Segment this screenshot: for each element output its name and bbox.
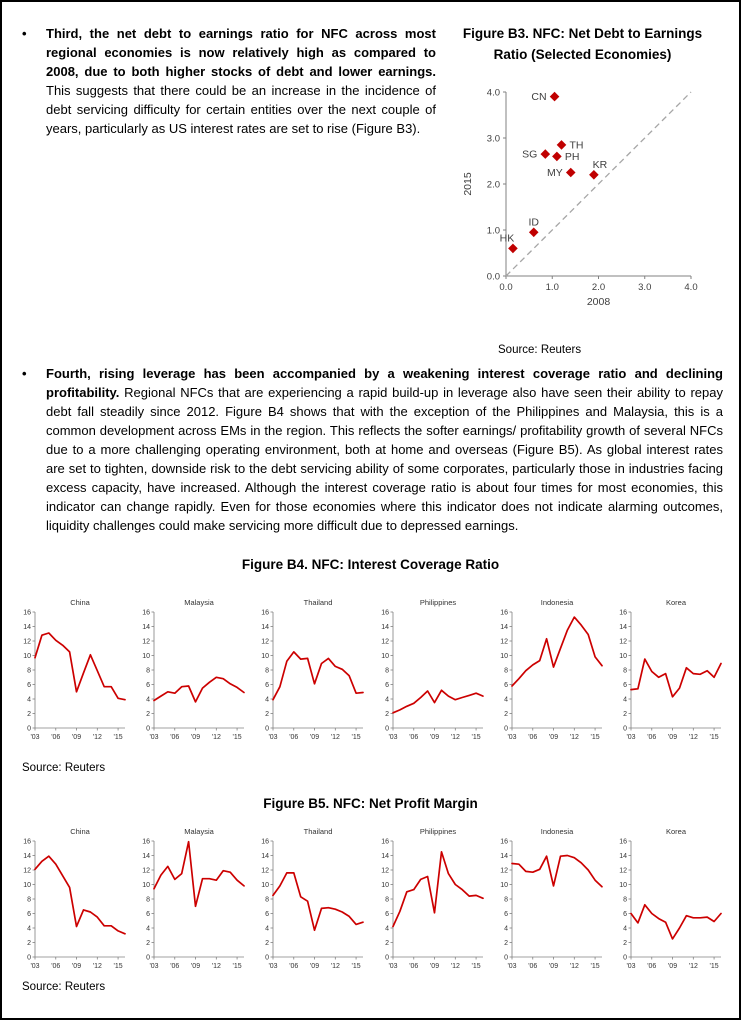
y-tick-label: 4: [384, 925, 389, 933]
x-tick-label: '09: [429, 733, 439, 741]
y-tick-label: 14: [380, 623, 389, 631]
x-axis-label: 2008: [586, 295, 611, 308]
y-tick-label: 8: [384, 667, 389, 675]
y-tick-label: 10: [142, 881, 151, 889]
data-point-label-HK: HK: [499, 232, 515, 245]
b4-chart-china: [14, 596, 131, 748]
chart-title: Thailand: [303, 597, 333, 607]
x-tick-label: '15: [590, 962, 600, 970]
chart-title: Korea: [665, 826, 686, 836]
y-tick-label: 12: [142, 638, 151, 646]
y-tick-label: 16: [23, 609, 31, 617]
y-tick-label: 12: [23, 867, 31, 875]
x-tick-label: '09: [667, 962, 678, 970]
y-tick-label: 12: [619, 638, 627, 646]
diagonal-45-line: [506, 92, 691, 276]
y-tick-label: 2: [503, 939, 508, 947]
data-point-KR: [589, 170, 599, 180]
y-tick-label: 0: [503, 954, 508, 962]
y-tick-label: 12: [380, 638, 389, 646]
bullet-marker: •: [22, 365, 27, 381]
y-tick-label: 12: [499, 867, 508, 875]
x-tick-label: '12: [92, 733, 102, 741]
x-tick-label: '03: [268, 962, 278, 970]
x-tick-label: 0.0: [499, 281, 513, 293]
y-tick-label: 6: [384, 910, 389, 918]
y-tick-label: 10: [23, 652, 31, 660]
data-line-thailand: [273, 873, 363, 930]
x-tick-label: '03: [30, 733, 40, 741]
y-tick-label: 4: [265, 696, 270, 704]
y-tick-label: 8: [503, 896, 508, 904]
y-tick-label: 14: [380, 852, 389, 860]
y-tick-label: 14: [142, 623, 151, 631]
data-point-HK: [508, 243, 518, 253]
y-tick-label: 10: [619, 652, 627, 660]
y-tick-label: 8: [265, 667, 270, 675]
y-tick-label: 8: [503, 667, 508, 675]
x-tick-label: '15: [113, 733, 123, 741]
x-tick-label: '06: [289, 733, 299, 741]
data-point-label-ID: ID: [528, 216, 539, 229]
y-tick-label: 10: [142, 652, 151, 660]
y-tick-label: 1.0: [486, 225, 500, 237]
y-tick-label: 0: [27, 725, 31, 733]
y-axis-label: 2015: [462, 172, 474, 196]
x-tick-label: '03: [268, 733, 278, 741]
x-tick-label: '15: [351, 962, 362, 970]
y-tick-label: 10: [380, 881, 389, 889]
x-tick-label: '06: [647, 962, 657, 970]
y-tick-label: 0: [265, 954, 270, 962]
scatter-plot-b3: [460, 80, 705, 322]
y-tick-label: 14: [261, 852, 270, 860]
y-tick-label: 14: [23, 623, 31, 631]
x-tick-label: 2.0: [591, 281, 606, 293]
y-tick-label: 8: [27, 667, 31, 675]
data-line-malaysia: [154, 842, 244, 907]
y-tick-label: 0: [27, 954, 31, 962]
y-tick-label: 10: [499, 652, 508, 660]
y-tick-label: 2: [27, 710, 31, 718]
b5-chart-indonesia: [491, 825, 608, 977]
bullet-third-bold: Third, the net debt to earnings ratio for NFC across most regional economies is now relatively high as compared to 2008, due to both higher stocks of debt and lower earnings.: [46, 26, 436, 79]
y-tick-label: 6: [623, 681, 627, 689]
y-tick-label: 6: [503, 910, 508, 918]
chart-title: China: [70, 597, 90, 607]
y-tick-label: 12: [261, 867, 270, 875]
figure-b4-title: Figure B4. NFC: Interest Coverage Ratio: [241, 556, 500, 572]
figure-b4-source: Source: Reuters: [22, 761, 106, 774]
x-tick-label: '12: [92, 962, 102, 970]
x-tick-label: 1.0: [545, 281, 559, 293]
y-tick-label: 0: [384, 725, 389, 733]
y-tick-label: 8: [384, 896, 389, 904]
y-tick-label: 16: [23, 838, 31, 846]
y-tick-label: 2: [384, 939, 389, 947]
y-tick-label: 2: [623, 939, 627, 947]
x-tick-label: '09: [310, 962, 320, 970]
x-tick-label: 4.0: [684, 281, 698, 293]
chart-title: Philippines: [419, 826, 456, 836]
y-tick-label: 4: [503, 696, 508, 704]
x-tick-label: '03: [626, 962, 636, 970]
x-tick-label: '06: [527, 962, 538, 970]
y-tick-label: 0: [623, 725, 627, 733]
data-point-SG: [541, 149, 551, 159]
b5-chart-malaysia: [133, 825, 250, 977]
x-tick-label: '09: [548, 733, 558, 741]
x-tick-label: 3.0: [638, 281, 652, 293]
x-tick-label: '15: [709, 962, 719, 970]
y-tick-label: 0: [623, 954, 627, 962]
y-tick-label: 14: [499, 852, 508, 860]
bullet-fourth-rest: Regional NFCs that are experiencing a rapid build-up in leverage also have seen their ability to repay debt fall steadily since 2012. Figure B4 shows that with the exception of the Philippines and Malaysia, this is a common development across EMs in the region. This reflects the softer earnings/ profitability growth of several NFCs due to a more challenging operating environment, both at home and overseas (Figure B5). As global interest rates are set to tighten, downside risk to the debt servicing ability of some corporates, particularly those in industries facing excess capacity, have increased. Although the interest coverage ratio is about four times for most economies, this indicator can change rapidly. Even for those economies where this indicator does not indicate alarming outcomes, liquidity challenges could make servicing more difficult due to depressed earnings.: [46, 384, 723, 533]
data-line-china: [35, 856, 125, 934]
figure-b3: [436, 24, 729, 356]
data-line-thailand: [273, 652, 363, 700]
y-tick-label: 4: [146, 925, 151, 933]
b4-chart-philippines: [372, 596, 489, 748]
x-tick-label: '03: [149, 733, 159, 741]
y-tick-label: 2: [265, 939, 270, 947]
y-tick-label: 14: [23, 852, 31, 860]
figure-b3-title: Figure B3. NFC: Net Debt to Earnings Ratio (Selected Economies): [462, 26, 703, 62]
data-line-indonesia: [512, 617, 602, 686]
x-tick-label: '12: [569, 733, 579, 741]
y-tick-label: 16: [499, 609, 508, 617]
y-tick-label: 16: [380, 609, 389, 617]
y-tick-label: 0: [265, 725, 270, 733]
x-tick-label: '15: [709, 733, 719, 741]
x-tick-label: '06: [527, 733, 538, 741]
x-tick-label: '15: [351, 733, 362, 741]
figure-b4-charts: [2, 596, 739, 748]
y-tick-label: 6: [503, 681, 508, 689]
x-tick-label: '15: [590, 733, 600, 741]
y-tick-label: 16: [380, 838, 389, 846]
y-tick-label: 10: [499, 881, 508, 889]
y-tick-label: 12: [499, 638, 508, 646]
figure-b5-charts: [2, 825, 739, 977]
y-tick-label: 14: [142, 852, 151, 860]
y-tick-label: 6: [146, 910, 151, 918]
data-point-TH: [557, 140, 567, 150]
x-tick-label: '09: [548, 962, 558, 970]
y-tick-label: 0: [146, 954, 151, 962]
data-point-label-CN: CN: [531, 90, 547, 103]
data-line-philippines: [393, 852, 483, 927]
y-tick-label: 14: [499, 623, 508, 631]
y-tick-label: 12: [23, 638, 31, 646]
y-tick-label: 4: [384, 696, 389, 704]
y-tick-label: 4: [27, 696, 31, 704]
bullet-fourth-text: [46, 364, 723, 535]
chart-title: Korea: [665, 597, 686, 607]
b5-chart-philippines: [372, 825, 489, 977]
b4-chart-korea: [610, 596, 727, 748]
x-tick-label: '09: [71, 962, 82, 970]
x-tick-label: '09: [191, 733, 201, 741]
x-tick-label: '06: [170, 733, 180, 741]
y-tick-label: 10: [261, 881, 270, 889]
y-tick-label: 6: [384, 681, 389, 689]
bullet-marker: •: [22, 26, 27, 41]
y-tick-label: 6: [27, 681, 31, 689]
x-tick-label: '09: [310, 733, 320, 741]
y-tick-label: 4: [623, 696, 627, 704]
y-tick-label: 10: [619, 881, 627, 889]
y-tick-label: 6: [146, 681, 151, 689]
y-tick-label: 14: [619, 852, 627, 860]
y-tick-label: 0: [384, 954, 389, 962]
y-tick-label: 16: [619, 609, 627, 617]
y-tick-label: 4: [265, 925, 270, 933]
b4-chart-indonesia: [491, 596, 608, 748]
data-line-malaysia: [154, 677, 244, 702]
b5-chart-china: [14, 825, 131, 977]
top-section: [2, 2, 739, 356]
b4-chart-malaysia: [133, 596, 250, 748]
b5-chart-korea: [610, 825, 727, 977]
data-line-china: [35, 633, 125, 700]
y-tick-label: 16: [499, 838, 508, 846]
x-tick-label: '09: [429, 962, 439, 970]
x-tick-label: '03: [507, 962, 517, 970]
data-point-label-PH: PH: [564, 150, 580, 163]
x-tick-label: '12: [211, 733, 222, 741]
x-tick-label: '06: [647, 733, 657, 741]
y-tick-label: 8: [623, 667, 627, 675]
y-tick-label: 16: [261, 838, 270, 846]
y-tick-label: 8: [265, 896, 270, 904]
bullet-third: [16, 24, 436, 138]
y-tick-label: 6: [265, 910, 270, 918]
bullet-third-text: [46, 24, 436, 138]
y-tick-label: 6: [27, 910, 31, 918]
x-tick-label: '12: [331, 962, 341, 970]
y-tick-label: 4: [623, 925, 627, 933]
x-tick-label: '06: [51, 733, 61, 741]
figure-b3-scatter: [436, 80, 729, 322]
x-tick-label: '09: [667, 733, 678, 741]
x-tick-label: '12: [569, 962, 579, 970]
y-tick-label: 8: [623, 896, 627, 904]
x-tick-label: '15: [232, 733, 242, 741]
figure-b5-source: Source: Reuters: [22, 980, 106, 993]
figure-b3-source: Source: Reuters: [498, 343, 582, 356]
y-tick-label: 14: [619, 623, 627, 631]
y-tick-label: 16: [142, 609, 151, 617]
y-tick-label: 8: [27, 896, 31, 904]
y-tick-label: 2: [265, 710, 270, 718]
data-point-label-TH: TH: [569, 139, 584, 152]
y-tick-label: 2: [146, 939, 151, 947]
y-tick-label: 6: [623, 910, 627, 918]
x-tick-label: '06: [408, 733, 418, 741]
y-tick-label: 8: [146, 667, 151, 675]
y-tick-label: 0: [146, 725, 151, 733]
data-point-MY: [566, 168, 576, 178]
y-tick-label: 2: [384, 710, 389, 718]
x-tick-label: '06: [170, 962, 180, 970]
x-tick-label: '03: [626, 733, 636, 741]
data-line-philippines: [393, 690, 483, 713]
x-tick-label: '03: [149, 962, 159, 970]
bullet-fourth-block: [2, 364, 739, 535]
y-tick-label: 0: [503, 725, 508, 733]
chart-title: Philippines: [419, 597, 456, 607]
x-tick-label: '03: [388, 733, 398, 741]
y-tick-label: 12: [380, 867, 389, 875]
figure-b5-title: Figure B5. NFC: Net Profit Margin: [263, 795, 478, 811]
data-point-PH: [552, 151, 562, 161]
x-tick-label: '15: [471, 962, 481, 970]
data-line-korea: [631, 659, 721, 697]
y-tick-label: 3.0: [486, 133, 500, 145]
y-tick-label: 10: [380, 652, 389, 660]
x-tick-label: '09: [71, 733, 82, 741]
x-tick-label: '03: [30, 962, 40, 970]
y-tick-label: 2: [503, 710, 508, 718]
data-point-label-MY: MY: [547, 166, 563, 179]
y-tick-label: 4.0: [486, 87, 500, 99]
x-tick-label: '12: [331, 733, 341, 741]
y-tick-label: 12: [142, 867, 151, 875]
y-tick-label: 16: [261, 609, 270, 617]
x-tick-label: '12: [688, 962, 698, 970]
x-tick-label: '12: [450, 962, 460, 970]
bullet-third-column: [16, 24, 436, 356]
data-line-indonesia: [512, 855, 602, 886]
y-tick-label: 2.0: [486, 179, 500, 191]
bullet-fourth: [16, 364, 723, 535]
y-tick-label: 2: [623, 710, 627, 718]
data-point-CN: [550, 92, 560, 102]
chart-title: Malaysia: [184, 597, 214, 607]
chart-title: Indonesia: [540, 826, 574, 836]
y-tick-label: 12: [619, 867, 627, 875]
x-tick-label: '15: [113, 962, 123, 970]
x-tick-label: '12: [688, 733, 698, 741]
x-tick-label: '03: [388, 962, 398, 970]
y-tick-label: 12: [261, 638, 270, 646]
y-tick-label: 8: [146, 896, 151, 904]
x-tick-label: '06: [51, 962, 61, 970]
y-tick-label: 6: [265, 681, 270, 689]
bullet-third-rest: This suggests that there could be an increase in the incidence of debt servicing difficulty for certain entities over the next couple of years, particularly as US interest rates are set to rise (Figure B3).: [46, 83, 436, 136]
chart-title: Thailand: [303, 826, 333, 836]
bullet-fourth-bold: Fourth, rising leverage has been accompanied by a weakening interest coverage ratio and declining profitability.: [46, 365, 723, 400]
data-point-label-SG: SG: [522, 148, 538, 161]
x-tick-label: '12: [450, 733, 460, 741]
x-tick-label: '06: [408, 962, 418, 970]
data-line-korea: [631, 905, 721, 939]
y-tick-label: 2: [27, 939, 31, 947]
data-point-ID: [529, 227, 539, 237]
x-tick-label: '09: [191, 962, 201, 970]
chart-title: China: [70, 826, 90, 836]
data-point-label-KR: KR: [592, 158, 608, 171]
y-tick-label: 14: [261, 623, 270, 631]
y-tick-label: 16: [142, 838, 151, 846]
x-tick-label: '15: [232, 962, 242, 970]
y-tick-label: 2: [146, 710, 151, 718]
y-tick-label: 0.0: [486, 271, 500, 283]
x-tick-label: '03: [507, 733, 517, 741]
x-tick-label: '06: [289, 962, 299, 970]
y-tick-label: 10: [261, 652, 270, 660]
x-tick-label: '15: [471, 733, 481, 741]
y-tick-label: 10: [23, 881, 31, 889]
y-tick-label: 4: [146, 696, 151, 704]
b5-chart-thailand: [252, 825, 369, 977]
chart-title: Indonesia: [540, 597, 574, 607]
x-tick-label: '12: [211, 962, 222, 970]
y-tick-label: 4: [27, 925, 31, 933]
y-tick-label: 16: [619, 838, 627, 846]
b4-chart-thailand: [252, 596, 369, 748]
y-tick-label: 4: [503, 925, 508, 933]
chart-title: Malaysia: [184, 826, 214, 836]
